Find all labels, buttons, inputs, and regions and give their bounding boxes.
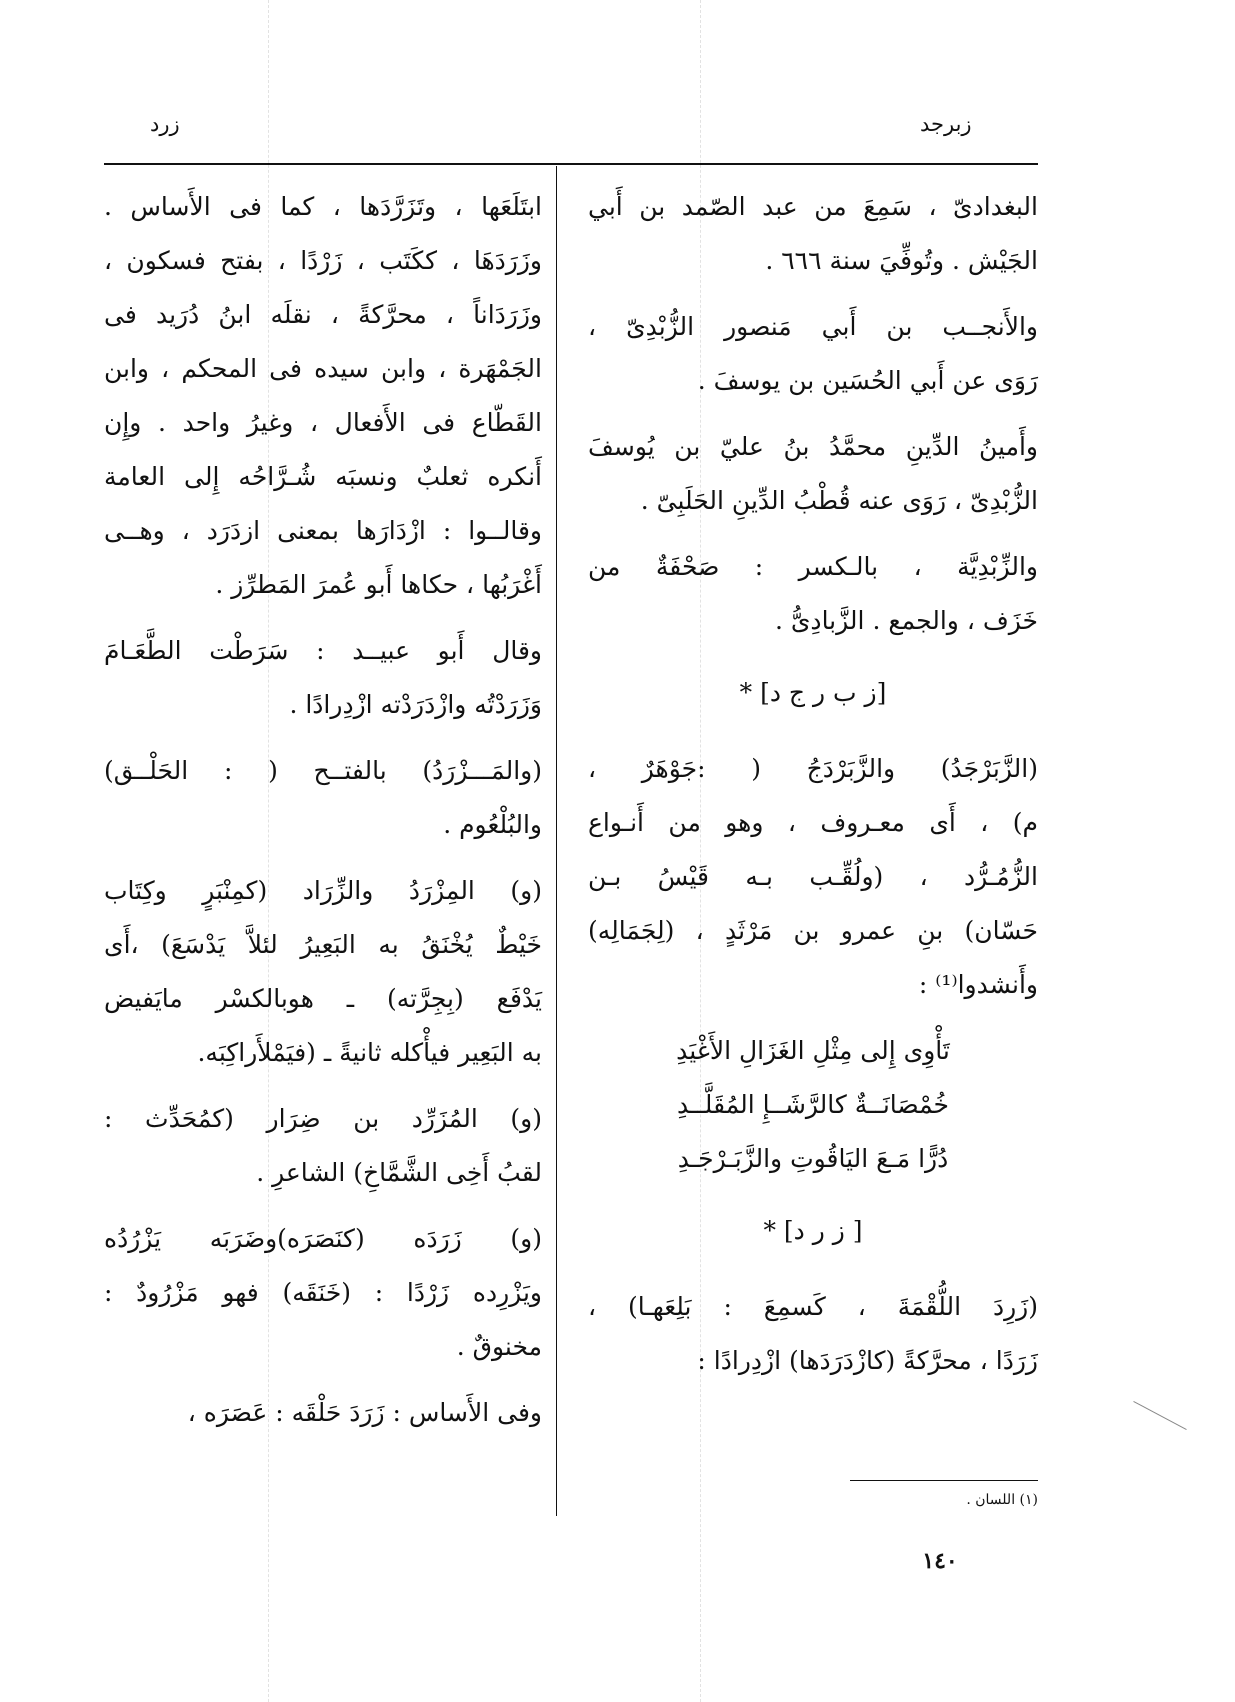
- left-running-head: زرد: [150, 112, 180, 136]
- paragraph: [588, 742, 1038, 1012]
- text-line: به البَعِير فيأْكله ثانيةً ـ (فيَمْلأَراكِبَه.: [197, 1038, 542, 1067]
- text-line: وأَمينُ الدِّينِ محمَّدُ بنُ عليّ بن يُوسفَ: [588, 432, 1038, 461]
- left-column: [104, 180, 542, 1452]
- paragraph: [588, 1280, 1038, 1388]
- verse-line: دُرًّا مَـعَ اليَاقُوتِ والزَّبَـرْجَـدِ: [677, 1144, 949, 1173]
- paragraph: [104, 180, 542, 612]
- column-divider: [556, 166, 557, 1516]
- right-column-entry-zrd: [588, 1280, 1038, 1388]
- paragraph: [104, 624, 542, 732]
- text-line: (والمَـــزْرَدُ) بالفتــح ( : الحَلْــق): [104, 756, 542, 785]
- text-line: الجَمْهَرة ، وابن سيده فى المحكم ، وابن: [104, 354, 542, 383]
- paragraph: [104, 1212, 542, 1374]
- paragraph: [588, 300, 1038, 408]
- text-line: أَغْرَبُها ، حكاها أَبو عُمرَ المَطرِّز .: [215, 570, 542, 599]
- text-line: (زَرِدَ اللُّقْمَةَ ، كَسمِعَ : بَلِعَهـا) ،: [588, 1292, 1038, 1321]
- text-line: زَرَدًا ، محرَّكةً (كازْدَرَدَها) ازْدِرادًا :: [697, 1346, 1038, 1375]
- paragraph: [588, 420, 1038, 528]
- text-line: (و) المُزَرِّد بن ضِرَار (كمُحَدِّث :: [104, 1104, 542, 1133]
- text-line: رَوَى عن أَبي الحُسَين بن يوسفَ .: [697, 366, 1038, 395]
- text-line: وقالــوا : ازْدَارَها بمعنى ازدَرَد ، وهــى: [104, 516, 542, 545]
- entry-heading-zrd: [ ز ر د] *: [763, 1216, 863, 1245]
- text-line: وَزَرَدْتُه وازْدَرَدْته ازْدِرادًا .: [289, 690, 542, 719]
- paragraph: [104, 1386, 542, 1440]
- paragraph: [104, 744, 542, 852]
- text-line: أَنكره ثعلبٌ ونسبَه شُـرَّاحُه إِلى العامة: [104, 462, 542, 491]
- text-line: م) ، أَى معـروف ، وهو من أَنـواع: [588, 808, 1038, 837]
- paragraph: [104, 864, 542, 1080]
- text-line: وقال أَبو عبيــد : سَرَطْت الطَّعَـامَ: [104, 636, 542, 665]
- verse-line: تَأْوِى إِلى مِثْلِ الغَزَالِ الأَغْيَدِ: [676, 1036, 950, 1065]
- text-line: البغدادىّ ، سَمِعَ من عبد الصّمد بن أَبي: [588, 192, 1038, 221]
- text-line: (و) المِزْرَدُ والزِّرَاد (كمِنْبَرٍ وكِتَاب: [104, 876, 542, 905]
- entry-heading-zbrjd: [ز ب ر ج د] *: [739, 678, 887, 707]
- text-line: (و) زَرَدَه (كنَصَرَه)وضَرَبَه يَزْرُدُه: [104, 1224, 542, 1253]
- verse: [588, 1024, 1038, 1186]
- page-number: ١٤٠: [922, 1548, 958, 1574]
- paragraph: [588, 540, 1038, 648]
- right-running-head: زبرجد: [920, 112, 972, 136]
- footnote: (١) اللسان .: [966, 1492, 1038, 1508]
- paragraph: [104, 1092, 542, 1200]
- paragraph: [588, 180, 1038, 288]
- footnote-rule: [850, 1480, 1038, 1481]
- text-line: وزَرَدَاناً ، محرَّكةً ، نقلَه ابنُ دُرَيد فى: [104, 300, 542, 329]
- text-line: ويَزْرِده زَرْدًا : (خَنَقَه) فهو مَزْرُودٌ :: [104, 1278, 542, 1307]
- text-line: والأَنجــب بن أَبي مَنصور الزُّبْدِىّ ،: [588, 312, 1038, 341]
- text-line: الزُّمُـرُّد ، (ولُقِّـب بـه قَيْسُ بـن: [588, 862, 1038, 891]
- verse-line: خُمْصَانَــةٌ كالرَّشَــإِ المُقَلَّــدِ: [677, 1090, 949, 1119]
- text-line: (الزَّبَرْجَدُ) والزَّبَرْدَجُ ( :جَوْهَرٌ ،: [588, 754, 1038, 783]
- stray-mark: [1133, 1401, 1186, 1430]
- right-column-entries: [588, 180, 1038, 648]
- text-line: ابتَلَعَها ، وتَزَرَّدَها ، كما فى الأَساس .: [104, 192, 542, 221]
- text-line: وفى الأَساس : زَرَدَ حَلْقَه : عَصَرَه ،: [187, 1398, 542, 1427]
- header-rule: [104, 163, 1038, 165]
- text-line: مخنوقٌ .: [456, 1332, 542, 1361]
- text-line: لقبُ أَخِى الشَّمَّاخِ) الشاعرِ .: [256, 1158, 542, 1187]
- text-line: والزِّبْدِيَّة ، بالـكسر : صَحْفَةٌ من: [588, 552, 1038, 581]
- text-line: حَسّان) بنِ عمرو بن مَرْثَدٍ ، (لِجَمَالِه): [588, 916, 1038, 945]
- text-line: خَيْطٌ يُخْنَقُ به البَعِيرُ لئلاَّ يَدْسَعَ) ،أَى: [104, 930, 542, 959]
- text-line: يَدْفَع (بِجِرَّته) ـ هوبالكسْر مايَفيض: [104, 984, 542, 1013]
- text-line: وزَرَدَهَا ، ككَتَب ، زَرْدًا ، بفتح فسكون ،: [104, 246, 542, 275]
- text-line: وأَنشدوا⁽¹⁾ :: [918, 970, 1038, 999]
- left-column-entries: [104, 180, 542, 1440]
- right-column-entry-zbrjd: [588, 742, 1038, 1012]
- text-line: والبُلْعُوم .: [443, 810, 542, 839]
- right-column: [588, 180, 1038, 1400]
- text-line: القَطّاع فى الأَفعال ، وغيرُ واحد . وإِن: [104, 408, 542, 437]
- text-line: الزُّبْدِىّ ، رَوَى عنه قُطْبُ الدِّينِ الحَلَبِىّ .: [640, 486, 1038, 515]
- text-line: خَزَف ، والجمع . الزَّبادِىُّ .: [774, 606, 1038, 635]
- text-line: الجَيْش . وتُوفِّيَ سنة ٦٦٦ .: [765, 246, 1038, 275]
